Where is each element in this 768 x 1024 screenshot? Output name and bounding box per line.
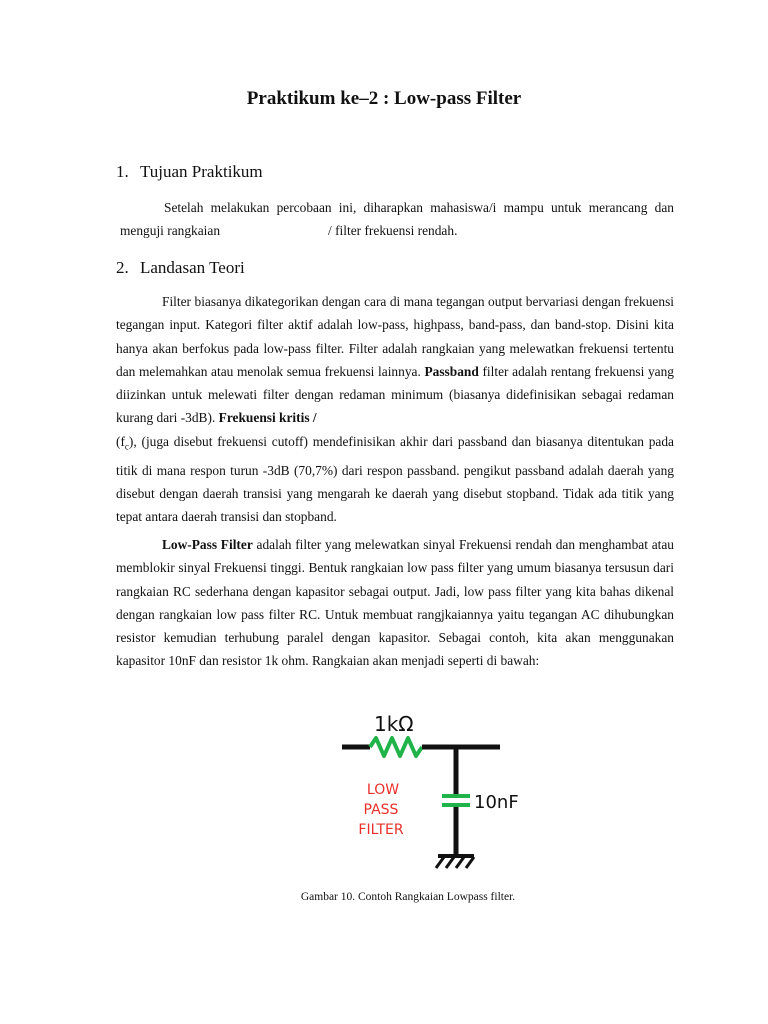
resistor-symbol <box>370 738 422 756</box>
landasan-paragraph-1 <box>116 290 674 529</box>
landasan-paragraph-2 <box>116 533 674 673</box>
section-number: 1. <box>116 162 129 181</box>
section-heading-tujuan <box>116 162 263 182</box>
para-text: ), (juga disebut frekuensi cutoff) mendefinisikan akhir dari passband dan biasanya ditentukan pada titik di mana respon turun -3dB (70,7%) dari respon passband. pengikut passband adalah daerah yang disebut dengan daerah transisi yang mengarah ke daerah yang disebut stopband. Tidak ada titik yang tepat antara daerah transisi dan stopband. <box>116 433 674 525</box>
filter-label-line-3: FILTER <box>358 822 404 838</box>
term-frekuensi-kritis: Frekuensi kritis / <box>218 410 317 426</box>
filter-label-line-1: LOW <box>366 782 400 798</box>
tujuan-line-2a: menguji rangkaian <box>120 223 221 239</box>
para-text: filter adalah rentang frekuensi yang diizinkan untuk melewati filter dengan redaman minimum (biasanya didefinisikan sebagai redaman kurang dari -3dB). <box>116 363 675 426</box>
tujuan-paragraph <box>116 196 674 243</box>
para-text: (f <box>116 433 125 449</box>
page-title: Praktikum ke–2 : Low-pass Filter <box>246 88 522 109</box>
low-pass-filter-circuit <box>338 710 538 880</box>
section-number: 2. <box>116 258 129 277</box>
subscript: c <box>124 441 129 452</box>
tujuan-line-1: Setelah melakukan percobaan ini, diharapkan mahasiswa/i mampu untuk merancang dan <box>164 200 674 215</box>
figure-caption: Gambar 10. Contoh Rangkaian Lowpass filter. <box>300 891 516 903</box>
para-text: Filter biasanya dikategorikan dengan cara di mana tegangan output bervariasi dengan frekuensi tegangan input. Kategori filter aktif adalah low-pass, highpass, band-pass, dan band-stop. Disini kita hanya akan berfokus pada low-pass filter. Filter adalah rangkaian yang melewatkan frekuensi tertentu dan melemahkan atau menolak semua frekuensi lainnya. <box>116 294 674 379</box>
filter-label-line-2: PASS <box>363 802 399 818</box>
resistor-label: 1kΩ <box>374 712 414 736</box>
para-text: adalah filter yang melewatkan sinyal Frekuensi rendah dan menghambat atau memblokir sinyal Frekuensi tinggi. Bentuk rangkaian low pass filter yang umum biasanya tersusun dari rangkaian RC sederhana dengan kapasitor sebagai output. Jadi, low pass filter yang kita bahas dikenal dengan rangkaian low pass filter RC. Untuk membuat rangjkaiannya yaitu tegangan AC dihubungkan resistor kemudian terhubung paralel dengan kapasitor. Sebagai contoh, kita akan menggunakan kapasitor 10nF dan resistor 1k ohm. Rangkaian akan menjadi seperti di bawah: <box>116 537 674 669</box>
section-title: Landasan Teori <box>140 258 245 277</box>
ground-icon <box>436 856 474 868</box>
section-title: Tujuan Praktikum <box>140 162 263 181</box>
term-passband: Passband <box>424 363 479 379</box>
term-low-pass-filter: Low-Pass Filter <box>162 537 253 552</box>
tujuan-line-2b: / filter frekuensi rendah. <box>328 223 458 239</box>
section-heading-landasan <box>116 258 245 278</box>
tujuan-line-2 <box>116 219 674 242</box>
capacitor-label: 10nF <box>474 792 519 813</box>
